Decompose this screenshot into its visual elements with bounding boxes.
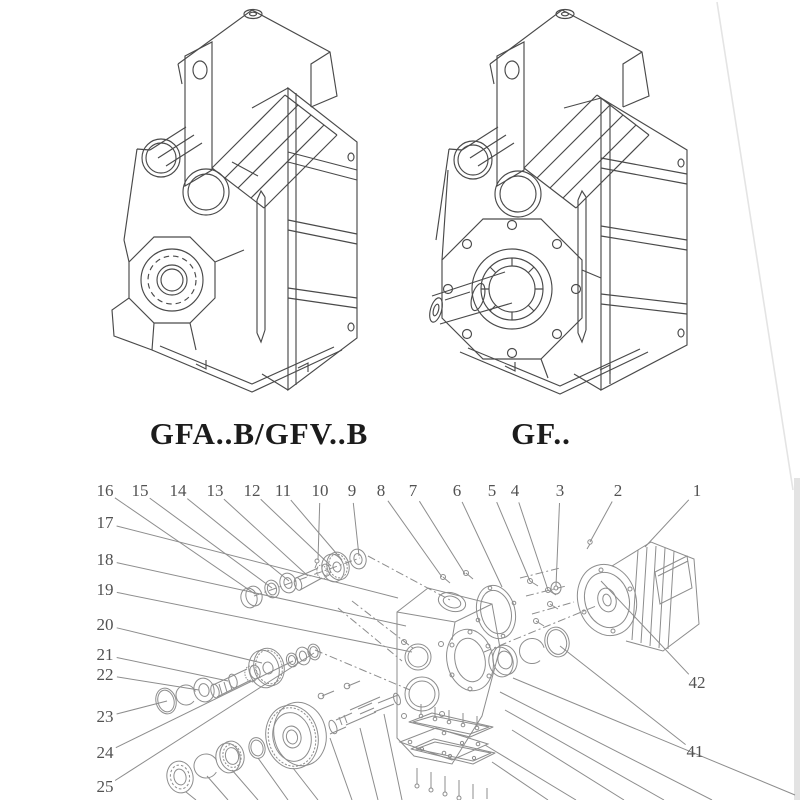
output-shaft-parts — [164, 681, 402, 795]
leader-line — [115, 498, 255, 594]
model-label-right: GF.. — [511, 416, 571, 451]
leader-line — [291, 500, 342, 560]
callout-number: 19 — [96, 580, 114, 599]
callout-number: 4 — [510, 481, 520, 500]
sump-cover-assembly — [409, 704, 495, 800]
callout-number: 11 — [274, 481, 292, 500]
callout-number: 42 — [688, 673, 706, 692]
reducer-drawing-gf — [427, 10, 687, 395]
model-label-left: GFA..B/GFV..B — [149, 416, 369, 451]
callout-number: 21 — [96, 645, 114, 664]
callout-number: 12 — [243, 481, 261, 500]
center-lines — [254, 556, 596, 690]
leader-line — [116, 661, 293, 748]
leader-line — [560, 646, 686, 745]
callout-number: 8 — [376, 481, 386, 500]
leader-line — [556, 503, 560, 586]
callout-number: 41 — [686, 742, 704, 761]
callout-number: 16 — [96, 481, 114, 500]
callout-number: 2 — [613, 481, 623, 500]
leader-lines — [115, 498, 689, 781]
leader-line — [117, 658, 228, 682]
callout-number: 1 — [692, 481, 702, 500]
callout-number: 18 — [96, 550, 114, 569]
flange-gasket-and-bolts — [441, 540, 593, 643]
leader-line — [419, 501, 465, 574]
callout-number: 10 — [311, 481, 329, 500]
leader-line — [601, 581, 689, 674]
callout-number: 5 — [487, 481, 497, 500]
cropped-leader-lines — [186, 678, 795, 800]
leader-line — [117, 628, 262, 663]
leader-line — [117, 701, 167, 714]
callout-number: 7 — [408, 481, 418, 500]
callout-number: 9 — [347, 481, 357, 500]
callout-number: 3 — [555, 481, 565, 500]
callout-number: 6 — [452, 481, 462, 500]
callout-number: 24 — [96, 743, 114, 762]
callout-number: 23 — [96, 707, 114, 726]
leader-line — [117, 677, 199, 690]
leader-line — [187, 499, 289, 581]
callout-number: 14 — [169, 481, 187, 500]
motor — [569, 542, 699, 651]
leader-line — [115, 653, 314, 781]
intermediate-shaft-parts — [153, 643, 322, 716]
page-edge-shadow — [717, 2, 800, 800]
leader-line — [497, 502, 530, 581]
callout-number: 25 — [96, 777, 114, 796]
leader-line — [117, 592, 412, 652]
leader-line — [388, 501, 442, 577]
leader-line — [150, 498, 272, 588]
callout-number: 22 — [96, 665, 114, 684]
callout-number: 13 — [206, 481, 224, 500]
callout-number: 15 — [131, 481, 149, 500]
callout-number: 20 — [96, 615, 114, 634]
leader-line — [645, 500, 689, 547]
callout-number: 17 — [96, 513, 114, 532]
gearbox-housing — [397, 588, 500, 764]
leader-line — [261, 499, 331, 566]
leader-line — [353, 503, 359, 556]
leader-line — [590, 502, 612, 543]
reducer-drawing-gfab — [112, 10, 357, 393]
leader-line — [117, 563, 406, 626]
